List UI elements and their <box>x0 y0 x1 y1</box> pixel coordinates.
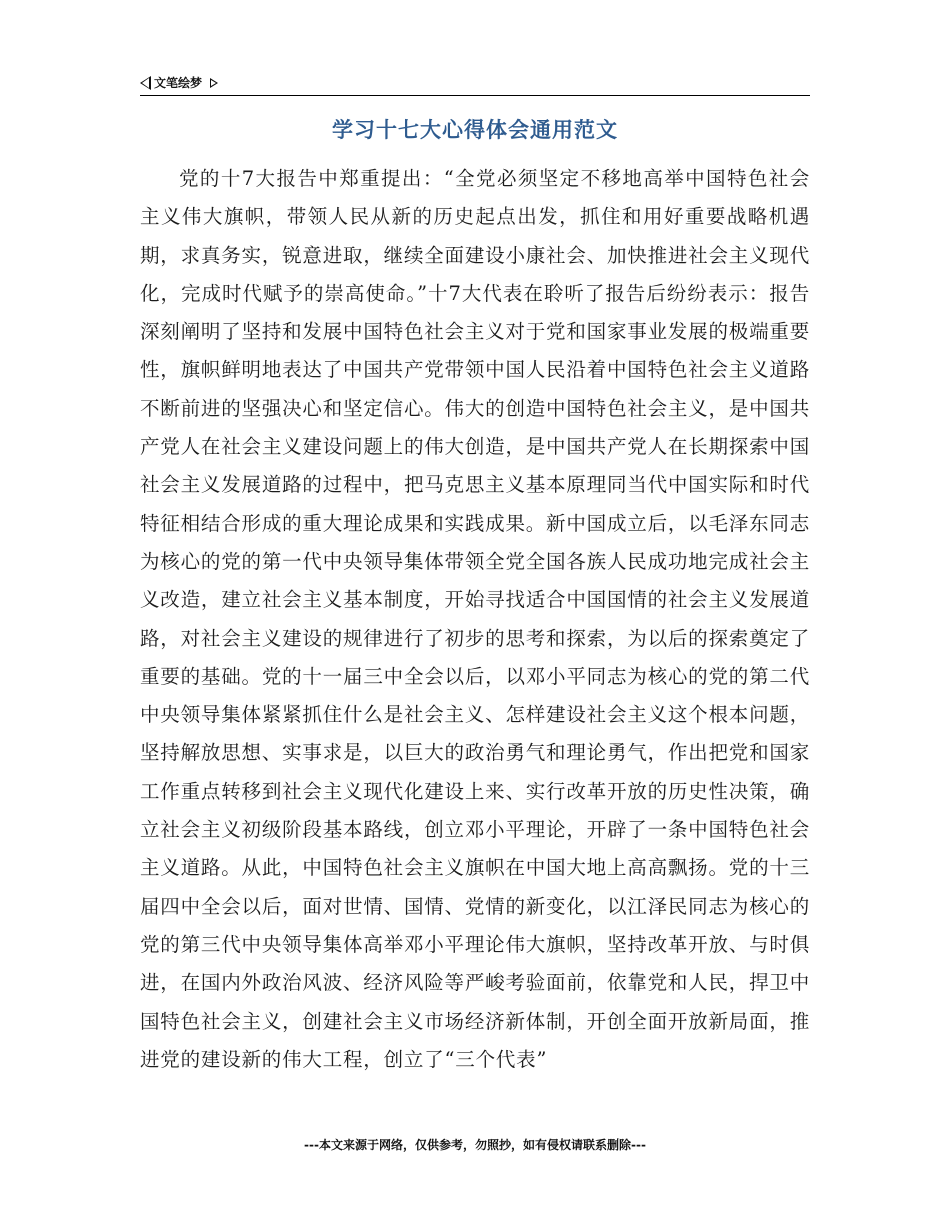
header-brand <box>140 74 218 91</box>
triangle-left-icon <box>140 76 151 90</box>
brand-text: 文笔绘梦 <box>154 76 203 90</box>
page-header <box>140 72 810 96</box>
document-title: 学习十七大心得体会通用范文 <box>332 117 618 142</box>
footer-notice: ---本文来源于网络，仅供参考，勿照抄，如有侵权请联系删除--- <box>304 1138 646 1152</box>
document-paragraph: 党的十7大报告中郑重提出：“全党必须坚定不移地高举中国特色社会主义伟大旗帜，带领人民从新的历史起点出发，抓住和用好重要战略机遇期，求真务实，锐意进取，继续全面建设小康社会、加快推进社会主义现代化，完成时代赋予的崇高使命。”十7大代表在聆听了报告后纷纷表示：报告深刻阐明了坚持和发展中国特色社会主义对于党和国家事业发展的极端重要性，旗帜鲜明地表达了中国共产党带领中国人民沿着中国特色社会主义道路不断前进的坚强决心和坚定信心。伟大的创造中国特色社会主义，是中国共产党人在社会主义建设问题上的伟大创造，是中国共产党人在长期探索中国社会主义发展道路的过程中，把马克思主义基本原理同当代中国实际和时代特征相结合形成的重大理论成果和实践成果。新中国成立后，以毛泽东同志为核心的党的第一代中央领导集体带领全党全国各族人民成功地完成社会主义改造，建立社会主义基本制度，开始寻找适合中国国情的社会主义发展道路，对社会主义建设的规律进行了初步的思考和探索，为以后的探索奠定了重要的基础。党的十一届三中全会以后，以邓小平同志为核心的党的第二代中央领导集体紧紧抓住什么是社会主义、怎样建设社会主义这个根本问题，坚持解放思想、实事求是，以巨大的政治勇气和理论勇气，作出把党和国家工作重点转移到社会主义现代化建设上来、实行改革开放的历史性决策，确立社会主义初级阶段基本路线，创立邓小平理论，开辟了一条中国特色社会主义道路。从此，中国特色社会主义旗帜在中国大地上高高飘扬。党的十三届四中全会以后，面对世情、国情、党情的新变化，以江泽民同志为核心的党的第三代中央领导集体高举邓小平理论伟大旗帜，坚持改革开放、与时俱进，在国内外政治风波、经济风险等严峻考验面前，依靠党和人民，捍卫中国特色社会主义，创建社会主义市场经济新体制，开创全面开放新局面，推进党的建设新的伟大工程，创立了“三个代表” <box>140 167 810 1071</box>
triangle-right-icon <box>210 78 218 88</box>
